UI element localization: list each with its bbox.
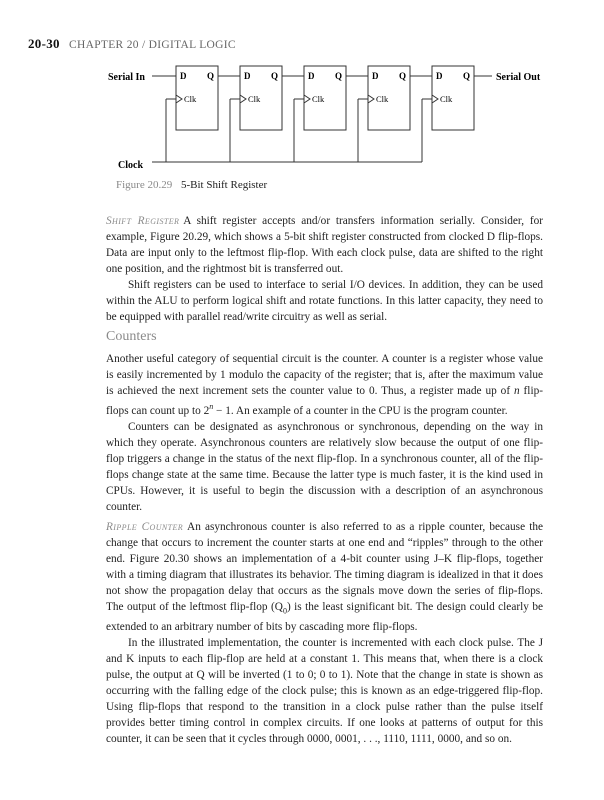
d-flip-flop: [368, 66, 410, 130]
paragraph: In the illustrated implementation, the counter is incremented with each clock pulse. The J and K inputs to each flip-flop are held at a constant 1. This means that, when there is a clock pulse, the output at Q will be inverted (1 to 0; 0 to 1). Note that the change in state is shown as occurring with the falling edge of the clock pulse; this is known as an edge-triggered flip-flop. Using flip-flops that respond to the transition in a clock pulse rather than the pulse itself provides better timing control in complex circuits. If one looks at patterns of output for this counter, it can be seen that it cycles through 0000, 0001, . . ., 1110, 1111, 0000, and so on.: [106, 637, 543, 746]
paragraph: [106, 351, 543, 419]
runin-heading: Shift Register: [106, 215, 180, 227]
figure-caption: [116, 179, 267, 191]
q-output-label: Q: [335, 71, 343, 81]
clk-label: Clk: [440, 94, 453, 104]
clock-label: Clock: [118, 160, 143, 171]
counters-section: [106, 351, 543, 515]
d-flip-flop: [432, 66, 474, 130]
italic-n: n: [513, 385, 520, 397]
shift-register-section: [106, 213, 543, 325]
text-run: ) is the least significant bit. The design could clearly be extended to an arbitrary number of bits by cascading more flip-flops.: [106, 601, 543, 634]
ripple-counter-section: [106, 519, 543, 747]
paragraph: [106, 519, 543, 635]
runin-heading: Ripple Counter: [106, 521, 184, 533]
clk-label: Clk: [312, 94, 325, 104]
clk-label: Clk: [376, 94, 389, 104]
text-run: flip-flops can count up to 2: [106, 385, 543, 417]
q-output-label: Q: [271, 71, 279, 81]
clk-label: Clk: [184, 94, 197, 104]
chapter-title: CHAPTER 20 / DIGITAL LOGIC: [69, 39, 236, 51]
text-run: − 1. An example of a counter in the CPU is the program counter.: [213, 404, 508, 417]
paragraph: Shift registers can be used to interface to serial I/O devices. In addition, they can be used within the ALU to perform logical shift and rotate functions. In this latter capacity, they need to be equipped with parallel read/write circuitry as well as serial.: [106, 279, 543, 323]
text-run: An asynchronous counter is also referred to as a ripple counter, because the change that occurs to increment the counter starts at one end and “ripples” through to the other end. Figure 20.30 shows an implementation of a 4-bit counter using J–K flip-flops, together with a timing diagram that illustrates its behavior. The timing diagram is idealized in that it does not show the propagation delay that occurs as the signals move down the series of flip-flops. The output of the leftmost flip-flop (Q: [106, 521, 544, 613]
d-flip-flop: [240, 66, 282, 130]
clk-label: Clk: [248, 94, 261, 104]
q-output-label: Q: [207, 71, 215, 81]
d-input-label: D: [244, 71, 251, 81]
paragraph-text: A shift register accepts and/or transfers information serially. Consider, for example, Figure 20.29, which shows a 5-bit shift register constructed from clocked D flip-flops. Data are input only to the leftmost flip-flop. With each clock pulse, data are shifted to the right one position, and the rightmost bit is transferred out.: [106, 215, 543, 275]
figure-label: Figure 20.29: [116, 179, 173, 191]
q-output-label: Q: [399, 71, 407, 81]
page-number: 20-30: [28, 36, 60, 51]
d-input-label: D: [308, 71, 315, 81]
figure-title: 5-Bit Shift Register: [180, 179, 268, 191]
text-run: Another useful category of sequential circuit is the counter. A counter is a register whose value is easily incremented by 1 modulo the capacity of the register; that is, after the maximum value is achieved the next increment sets the counter value to 0. Thus, a register made up of: [106, 353, 543, 397]
shift-register-diagram: [0, 0, 604, 200]
paragraph: [106, 213, 543, 277]
superscript-n: n: [209, 402, 214, 411]
subscript: 0: [282, 606, 287, 616]
serial-in-label: Serial In: [108, 72, 145, 83]
d-input-label: D: [436, 71, 443, 81]
paragraph: Counters can be designated as asynchronous or synchronous, depending on the way in which they operate. Asynchronous counters are relatively slow because the output of one flip-flop triggers a change in the status of the next flip-flop. In a synchronous counter, all of the flip-flops change state at the same time. Because the latter type is much faster, it is the kind used in CPUs. However, it is useful to begin the discussion with a description of an asynchronous counter.: [106, 420, 543, 513]
serial-out-label: Serial Out: [496, 72, 541, 83]
d-flip-flop: [304, 66, 346, 130]
section-heading: Counters: [106, 329, 157, 344]
d-input-label: D: [180, 71, 187, 81]
q-output-label: Q: [463, 71, 471, 81]
d-input-label: D: [372, 71, 379, 81]
d-flip-flop: [176, 66, 218, 130]
